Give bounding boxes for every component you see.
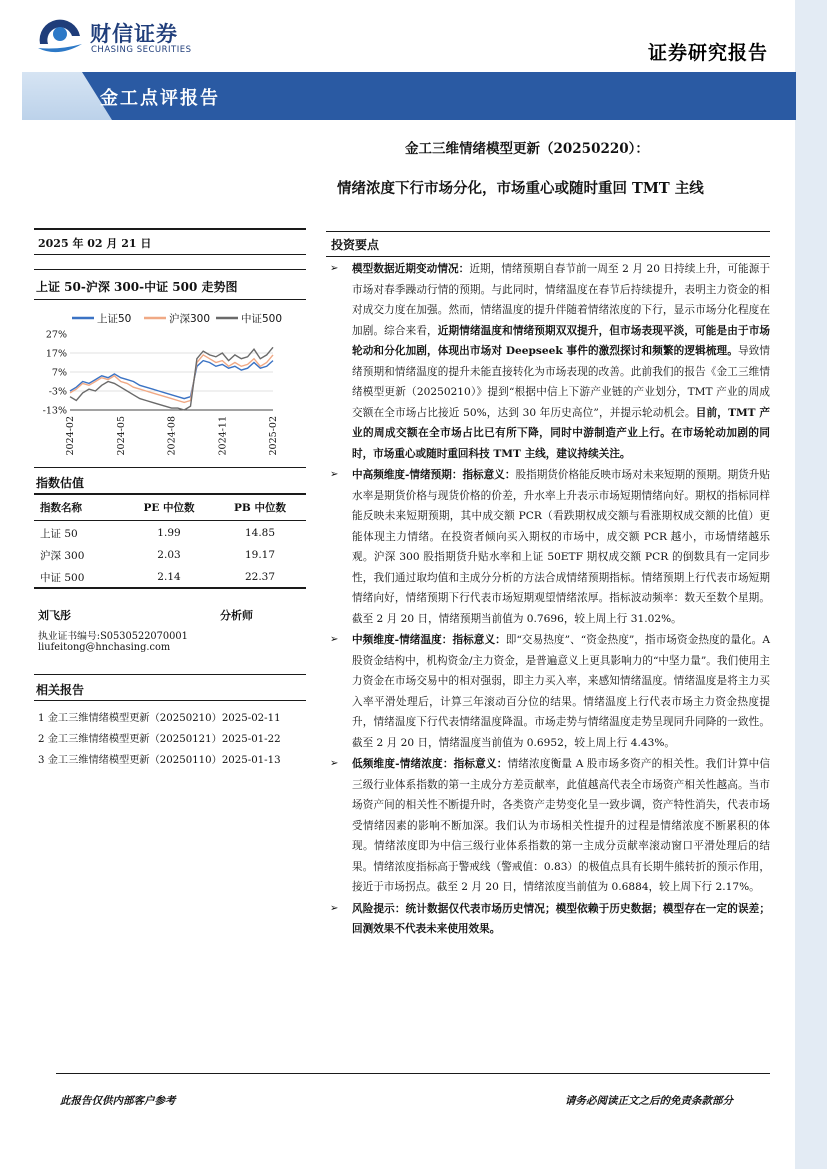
arrow-icon: ➢: [330, 263, 339, 274]
cell-pb: 22.37: [244, 571, 276, 583]
table-row: [34, 544, 306, 566]
logo-icon: [36, 14, 86, 58]
valuation-table: [34, 496, 306, 588]
footer-rule: [56, 1073, 770, 1074]
table-row: [34, 522, 306, 544]
banner-right: [306, 72, 796, 120]
point-lead: 低频维度-情绪浓度：指标意义：: [352, 758, 508, 770]
legend-label: 中证500: [241, 313, 283, 325]
cell-pb: 19.17: [244, 549, 276, 561]
title-line1: 金工三维情绪模型更新（20250220）：: [405, 141, 649, 157]
col-header-pe: PE 中位数: [143, 502, 195, 515]
cell-pe: 1.99: [157, 527, 181, 539]
chart-svg: [30, 304, 305, 459]
valuation-heading: 指数估值: [36, 476, 85, 490]
table-row: [34, 566, 306, 588]
point-lead: 中频维度-情绪温度：指标意义：: [352, 634, 506, 646]
col-header-name: 指数名称: [40, 502, 82, 515]
cell-name: 中证 500: [40, 571, 85, 584]
point-body: 股指期货价格能反映市场对未来短期的预期。期货升贴水率是期货价格与现货价格的价差，升水率上升表示市场短期情绪向好。期权的指标同样能反映未来短期预期，其中成交额 PCR（看跌期权成交额与看涨期权成交额的比值）更能体现主力情绪。在投资者倾向买入期权的市场中，成交额 PCR 越小，市场情绪越乐观。沪深 300 股指期货升贴水率和上证 50ETF 期权成交额 PCR 的倒数具有一定同步性，我们通过取均值和主成分分析的方法合成情绪预期指标。情绪预期上行代表市场短期情绪向好，情绪预期下行代表市场短期观望情绪浓厚。指标波动频率：数天至数个星期。截至 2 月 20 日，情绪预期当前值为 0.7696，较上周上行 31.02%。: [352, 469, 770, 625]
point-body: 情绪浓度衡量 A 股市场多资产的相关性。我们计算中信三级行业体系指数的第一主成分方差贡献率，此值越高代表全市场资产相关性越高。当市场资产间的相关性不断提升时，各类资产走势变化呈一致步调，资产特性消失，代表市场受情绪因素的影响不断加深。我们认为市场相关性提升的过程是情绪浓度不断累积的体现。情绪浓度即为中信三级行业体系指数的第一主成分贡献率滚动窗口平滑处理后的结果。情绪浓度指标高于警戒线（警戒值：0.83）的极值点具有长期牛熊转折的预示作用，接近于市场拐点。截至 2 月 20 日，情绪浓度当前值为 0.6884，较上周下行 2.17%。: [352, 758, 770, 893]
index-trend-chart: [30, 304, 305, 459]
y-tick-label: -13%: [42, 405, 67, 417]
y-tick-label: 27%: [45, 329, 67, 341]
banner-title: 金工点评报告: [100, 88, 220, 109]
point-text: [352, 259, 770, 464]
arrow-icon: ➢: [330, 758, 339, 769]
chart-heading: 上证 50-沪深 300-中证 500 走势图: [36, 280, 238, 294]
date-bottom-rule: [34, 254, 306, 255]
analyst-role: 分析师: [220, 609, 253, 622]
table-header-row: [34, 496, 306, 520]
brand-name: 财信证券: [90, 22, 178, 46]
x-tick-label: 2025-02: [268, 416, 279, 456]
x-tick-label: 2024-08: [166, 416, 178, 456]
related-report-item[interactable]: 3 金工三维情绪模型更新（20250110）2025-01-13: [38, 755, 281, 766]
report-type: 证券研究报告: [648, 42, 769, 64]
related-report-item[interactable]: 2 金工三维情绪模型更新（20250121）2025-01-22: [38, 734, 281, 745]
arrow-icon: ➢: [330, 902, 339, 914]
point-body: 即“交易热度”、“资金热度”，指市场资金热度的量化。A 股资金结构中，机构资金/主力资金，是普遍意义上更具影响力的“中坚力量”。我们使用主力资金在市场交易中的相对强弱，即主力买入率，来感知情绪温度。情绪温度是将主力买入率平滑处理后，计算三年滚动百分位的结果。情绪温度上行代表市场主力资金热度提升，情绪温度下行代表情绪温度降温。市场走势与情绪温度走势呈现同升同降的一致性。截至 2 月 20 日，情绪温度当前值为 0.6952，较上周上行 4.43%。: [352, 634, 770, 749]
points-heading: 投资要点: [331, 238, 380, 252]
footer-left: 此报告仅供内部客户参考: [60, 1095, 176, 1107]
point-sentiment-expectation: [330, 465, 770, 629]
related-heading-rule: [34, 700, 306, 701]
cell-name: 上证 50: [40, 527, 78, 540]
brand-name-en: CHASING SECURITIES: [91, 45, 192, 55]
chart-top-rule: [34, 269, 306, 270]
point-body: 近期，情绪预期自春节前一周至 2 月 20 日持续上升，可能源于市场对春季躁动行情的预期。与此同时，情绪温度在春节后持续提升，表明主力资金的相对成交力度在加强。然而，情绪温度的提升伴随着情绪浓度的下行，显示市场分化程度在加剧。综合来看，: [352, 263, 770, 337]
points-heading-rule: [326, 256, 770, 257]
point-emphasis: 近期情绪温度和情绪预期双双提升，但市场表现平淡，可能是由于市场轮动和分化加剧，体现出市场对 Deepseek 事件的激烈探讨和频繁的逻辑梳理。: [352, 324, 771, 357]
arrow-icon: ➢: [330, 469, 339, 480]
col-header-pb: PB 中位数: [234, 502, 286, 515]
point-model-data: [330, 259, 770, 464]
point-text: [352, 465, 770, 629]
y-tick-label: 7%: [51, 367, 67, 379]
related-report-item[interactable]: 1 金工三维情绪模型更新（20250210）2025-02-11: [38, 713, 281, 724]
cell-pe: 2.14: [157, 571, 181, 583]
point-text: [352, 630, 770, 753]
cell-pb: 14.85: [244, 527, 276, 539]
point-risk: [330, 899, 770, 940]
analyst-name: 刘飞彤: [38, 609, 71, 622]
related-top-rule: [34, 674, 306, 675]
point-text: [352, 754, 770, 898]
related-heading: 相关报告: [36, 683, 85, 697]
x-tick-label: 2024-05: [115, 416, 127, 456]
investment-points: [330, 259, 770, 940]
legend-label: 沪深300: [169, 313, 211, 325]
chart-heading-rule: [34, 299, 306, 300]
cell-name: 沪深 300: [40, 549, 85, 562]
x-tick-label: 2024-11: [217, 416, 229, 456]
point-sentiment-concentration: [330, 754, 770, 898]
point-emphasis: 目前，TMT 产业的周成交额在全市场占比已有所下降，同时中游制造产业上行。在市场轮动加剧的同时，市场重心或随时重回科技 TMT 主线，建议持续关注。: [352, 406, 771, 460]
analyst-email[interactable]: liufeitong@hnchasing.com: [38, 642, 171, 653]
title-line2: 情绪浓度下行市场分化，市场重心或随时重回 TMT 主线: [337, 180, 704, 197]
analyst-cert: 执业证书编号:S0530522070001: [38, 631, 188, 642]
point-lead: 中高频维度-情绪预期：指标意义：: [352, 469, 516, 481]
date-top-rule: [34, 228, 306, 230]
valuation-table-top-rule: [34, 493, 306, 495]
x-tick-label: 2024-02: [65, 416, 76, 456]
report-date: 2025 年 02 月 21 日: [38, 237, 152, 250]
y-tick-label: 17%: [45, 348, 67, 360]
point-sentiment-temperature: [330, 630, 770, 753]
legend-label: 上证50: [97, 313, 132, 325]
risk-text: 风险提示：统计数据仅代表市场历史情况；模型依赖于历史数据；模型存在一定的误差；回测效果不代表未来使用效果。: [352, 902, 770, 935]
y-tick-label: -3%: [48, 386, 67, 398]
valuation-table-bottom-rule: [34, 587, 306, 589]
arrow-icon: ➢: [330, 634, 339, 645]
footer-right: 请务必阅读正文之后的免责条款部分: [565, 1095, 733, 1107]
point-lead: 模型数据近期变动情况：: [352, 263, 470, 275]
side-decoration-strip: [795, 0, 827, 1169]
cell-pe: 2.03: [157, 549, 181, 561]
point-body: 导致情绪预期和情绪温度的提升未能直接转化为市场表现的改善。此前我们的报告《金工三维情绪模型更新（20250210）》提到“根据中信上下游产业链的产业划分，TMT 产业的周成交额在全市场占比接近 50%，达到 30 年历史高位”，并提示轮动机会。: [352, 345, 771, 419]
valuation-top-rule: [34, 467, 306, 468]
points-top-rule: [326, 231, 770, 232]
